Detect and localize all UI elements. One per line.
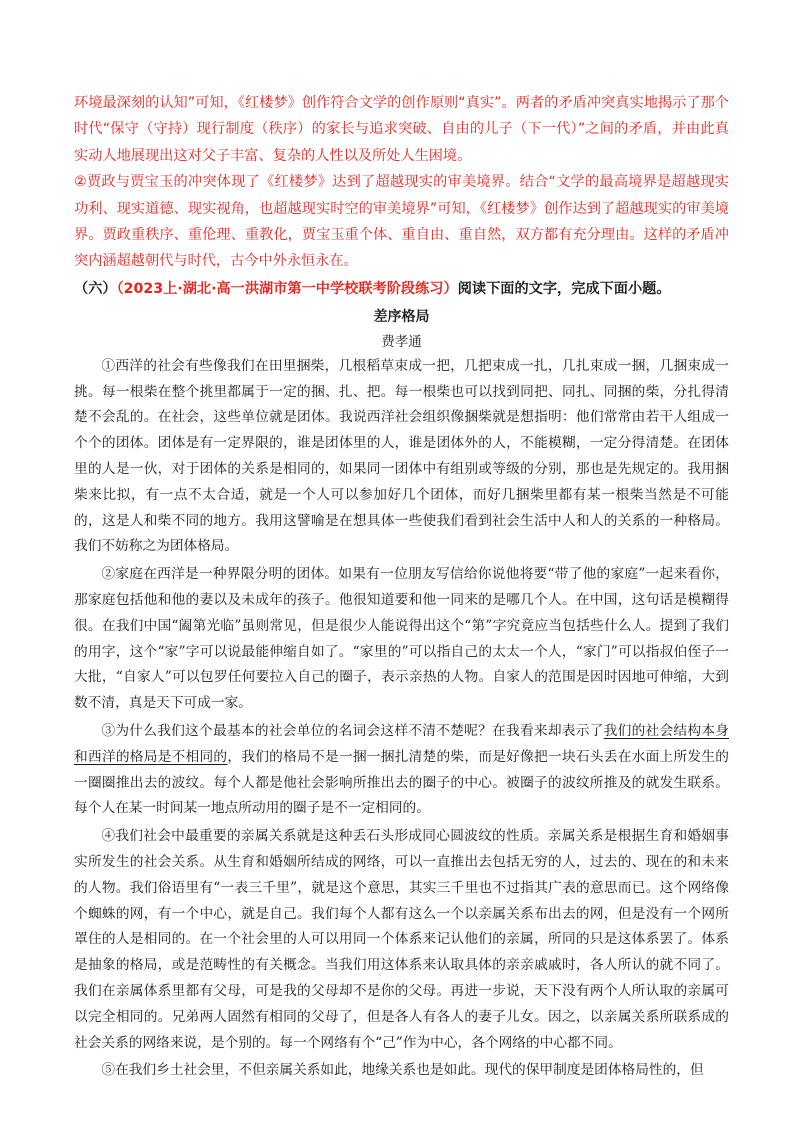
- question-number: （六）: [74, 280, 117, 297]
- article-body: [74, 354, 729, 1084]
- article-paragraph-4: ④我们社会中最重要的亲属关系就是这种丢石头形成同心圆波纹的性质。亲属关系是根据生育和婚姻事实所发生的社会关系。从生育和婚姻所结成的网络，可以一直推出去包括无穷的人，过去的、现在的和未来的人物。我们俗语里有“一表三千里”，就是这个意思，其实三千里也不过指其广表的意思而已。这个网络像个蜘蛛的网，有一个中心，就是自己。我们每个人都有这么一个以亲属关系布出去的网，但是没有一个网所罩住的人是相同的。在一个社会里的人可以用同一个体系来记认他们的亲属，所同的只是这体系罢了。体系是抽象的格局，或是范畴性的有关概念。当我们用这体系来认取具体的亲亲戚戚时，各人所认的就不同了。我们在亲属体系里都有父母，可是我的父母却不是你的父母。再进一步说，天下没有两个人所认取的亲属可以完全相同的。兄弟两人固然有相同的父母了，但是各人有各人的妻子儿女。因之，以亲属关系所联系成的社会关系的网络来说，是个别的。每一个网络有个“己”作为中心，各个网络的中心都不同。: [74, 828, 729, 1051]
- article-paragraph-5: ⑤在我们乡土社会里，不但亲属关系如此，地缘关系也是如此。现代的保甲制度是团体格局性的，但: [101, 1062, 704, 1079]
- article-paragraph-2: ②家庭在西洋是一种界限分明的团体。如果有一位朋友写信给你说他将要“带了他的家庭”一起来看你，那家庭包括他和他的妻以及未成年的孩子。他很知道要和他一同来的是哪几个人。在中国，这句话是模糊得很。在我们中国“阖第光临”虽则常见，但是很少人能说得出这个“第”字究竟应当包括些什么人。提到了我们的用字，这个“家”字可以说最能伸缩自如了。“家里的”可以指自己的太太一个人，“家门”可以指叔伯侄子一大批，“自家人”可以包罗任何要拉入自己的圈子，表示亲热的人物。自家人的范围是因时因地可伸缩，大到数不清，真是天下可成一家。: [74, 566, 729, 712]
- question-instruction: 阅读下面的文字，完成下面小题。: [457, 280, 671, 297]
- article-title: 差序格局: [373, 308, 430, 325]
- paragraph-3-text-a: ③为什么我们这个最基本的社会单位的名词会这样不清不楚呢？在我看来却表示了: [101, 723, 604, 739]
- question-source: （2023上·湖北·高一洪湖市第一中学校联考阶段练习）: [116, 280, 458, 297]
- paragraph-3-text-b: ，我们的格局不是一捆一捆扎清楚的柴，而是好像把一块石头丢在水面上所发生的一圈圈推出去的波纹。每个人都是他社会影响所推出去的圈子的中心。被圈子的波纹所推及的就发生联系。每个人在某一时间某一地点所动用的圈子是不一定相同的。: [74, 748, 729, 817]
- answer-paragraph-2: ②贾政与贾宝玉的冲突体现了《红楼梦》达到了超越现实的审美境界。结合“文学的最高境界是超越现实功利、现实道德、现实视角，也超越现实时空的审美境界”可知，《红楼梦》创作达到了超越现实的审美境界。贾政重秩序、重伦理、重教化，贾宝玉重个体、重自由、重自然，双方都有充分理由。这样的矛盾冲突内涵超越朝代与时代，古今中外永恒永在。: [74, 174, 729, 270]
- answer-paragraph-1: 环境最深刻的认知”可知，《红楼梦》创作符合文学的创作原则“真实”。两者的矛盾冲突真实地揭示了那个时代“保守（守持）现行制度（秩序）的家长与追求突破、自由的儿子（下一代）”之间的矛盾，并由此真实动人地展现出这对父子丰富、复杂的人性以及所处人生困境。: [74, 95, 729, 164]
- article-author: 费孝通: [381, 333, 422, 350]
- question-header: [74, 276, 729, 302]
- document-page: [74, 90, 729, 1084]
- article-paragraph-3: [74, 719, 729, 822]
- article-paragraph-1: ①西洋的社会有些像我们在田里捆柴，几根稻草束成一把，几把束成一扎，几扎束成一捆，几捆束成一挑。每一根柴在整个挑里都属于一定的捆、扎、把。每一根柴也可以找到同把、同扎、同捆的柴，分扎得清楚不会乱的。在社会，这些单位就是团体。我说西洋社会组织像捆柴就是想指明：他们常常由若干人组成一个个的团体。团体是有一定界限的，谁是团体里的人，谁是团体外的人，不能模糊，一定分得清楚。在团体里的人是一伙，对于团体的关系是相同的，如果同一团体中有组别或等级的分别，那也是先规定的。我用捆柴来比拟，有一点不太合适，就是一个人可以参加好几个团体，而好几捆柴里都有某一根柴当然是不可能的，这是人和柴不同的地方。我用这譬喻是在想具体一些使我们看到社会生活中人和人的关系的一种格局。我们不妨称之为团体格局。: [74, 357, 729, 555]
- underlined-phrase: 我们的社会结构本身和西洋的格局是不相同的: [74, 723, 729, 765]
- answer-analysis: [74, 90, 729, 275]
